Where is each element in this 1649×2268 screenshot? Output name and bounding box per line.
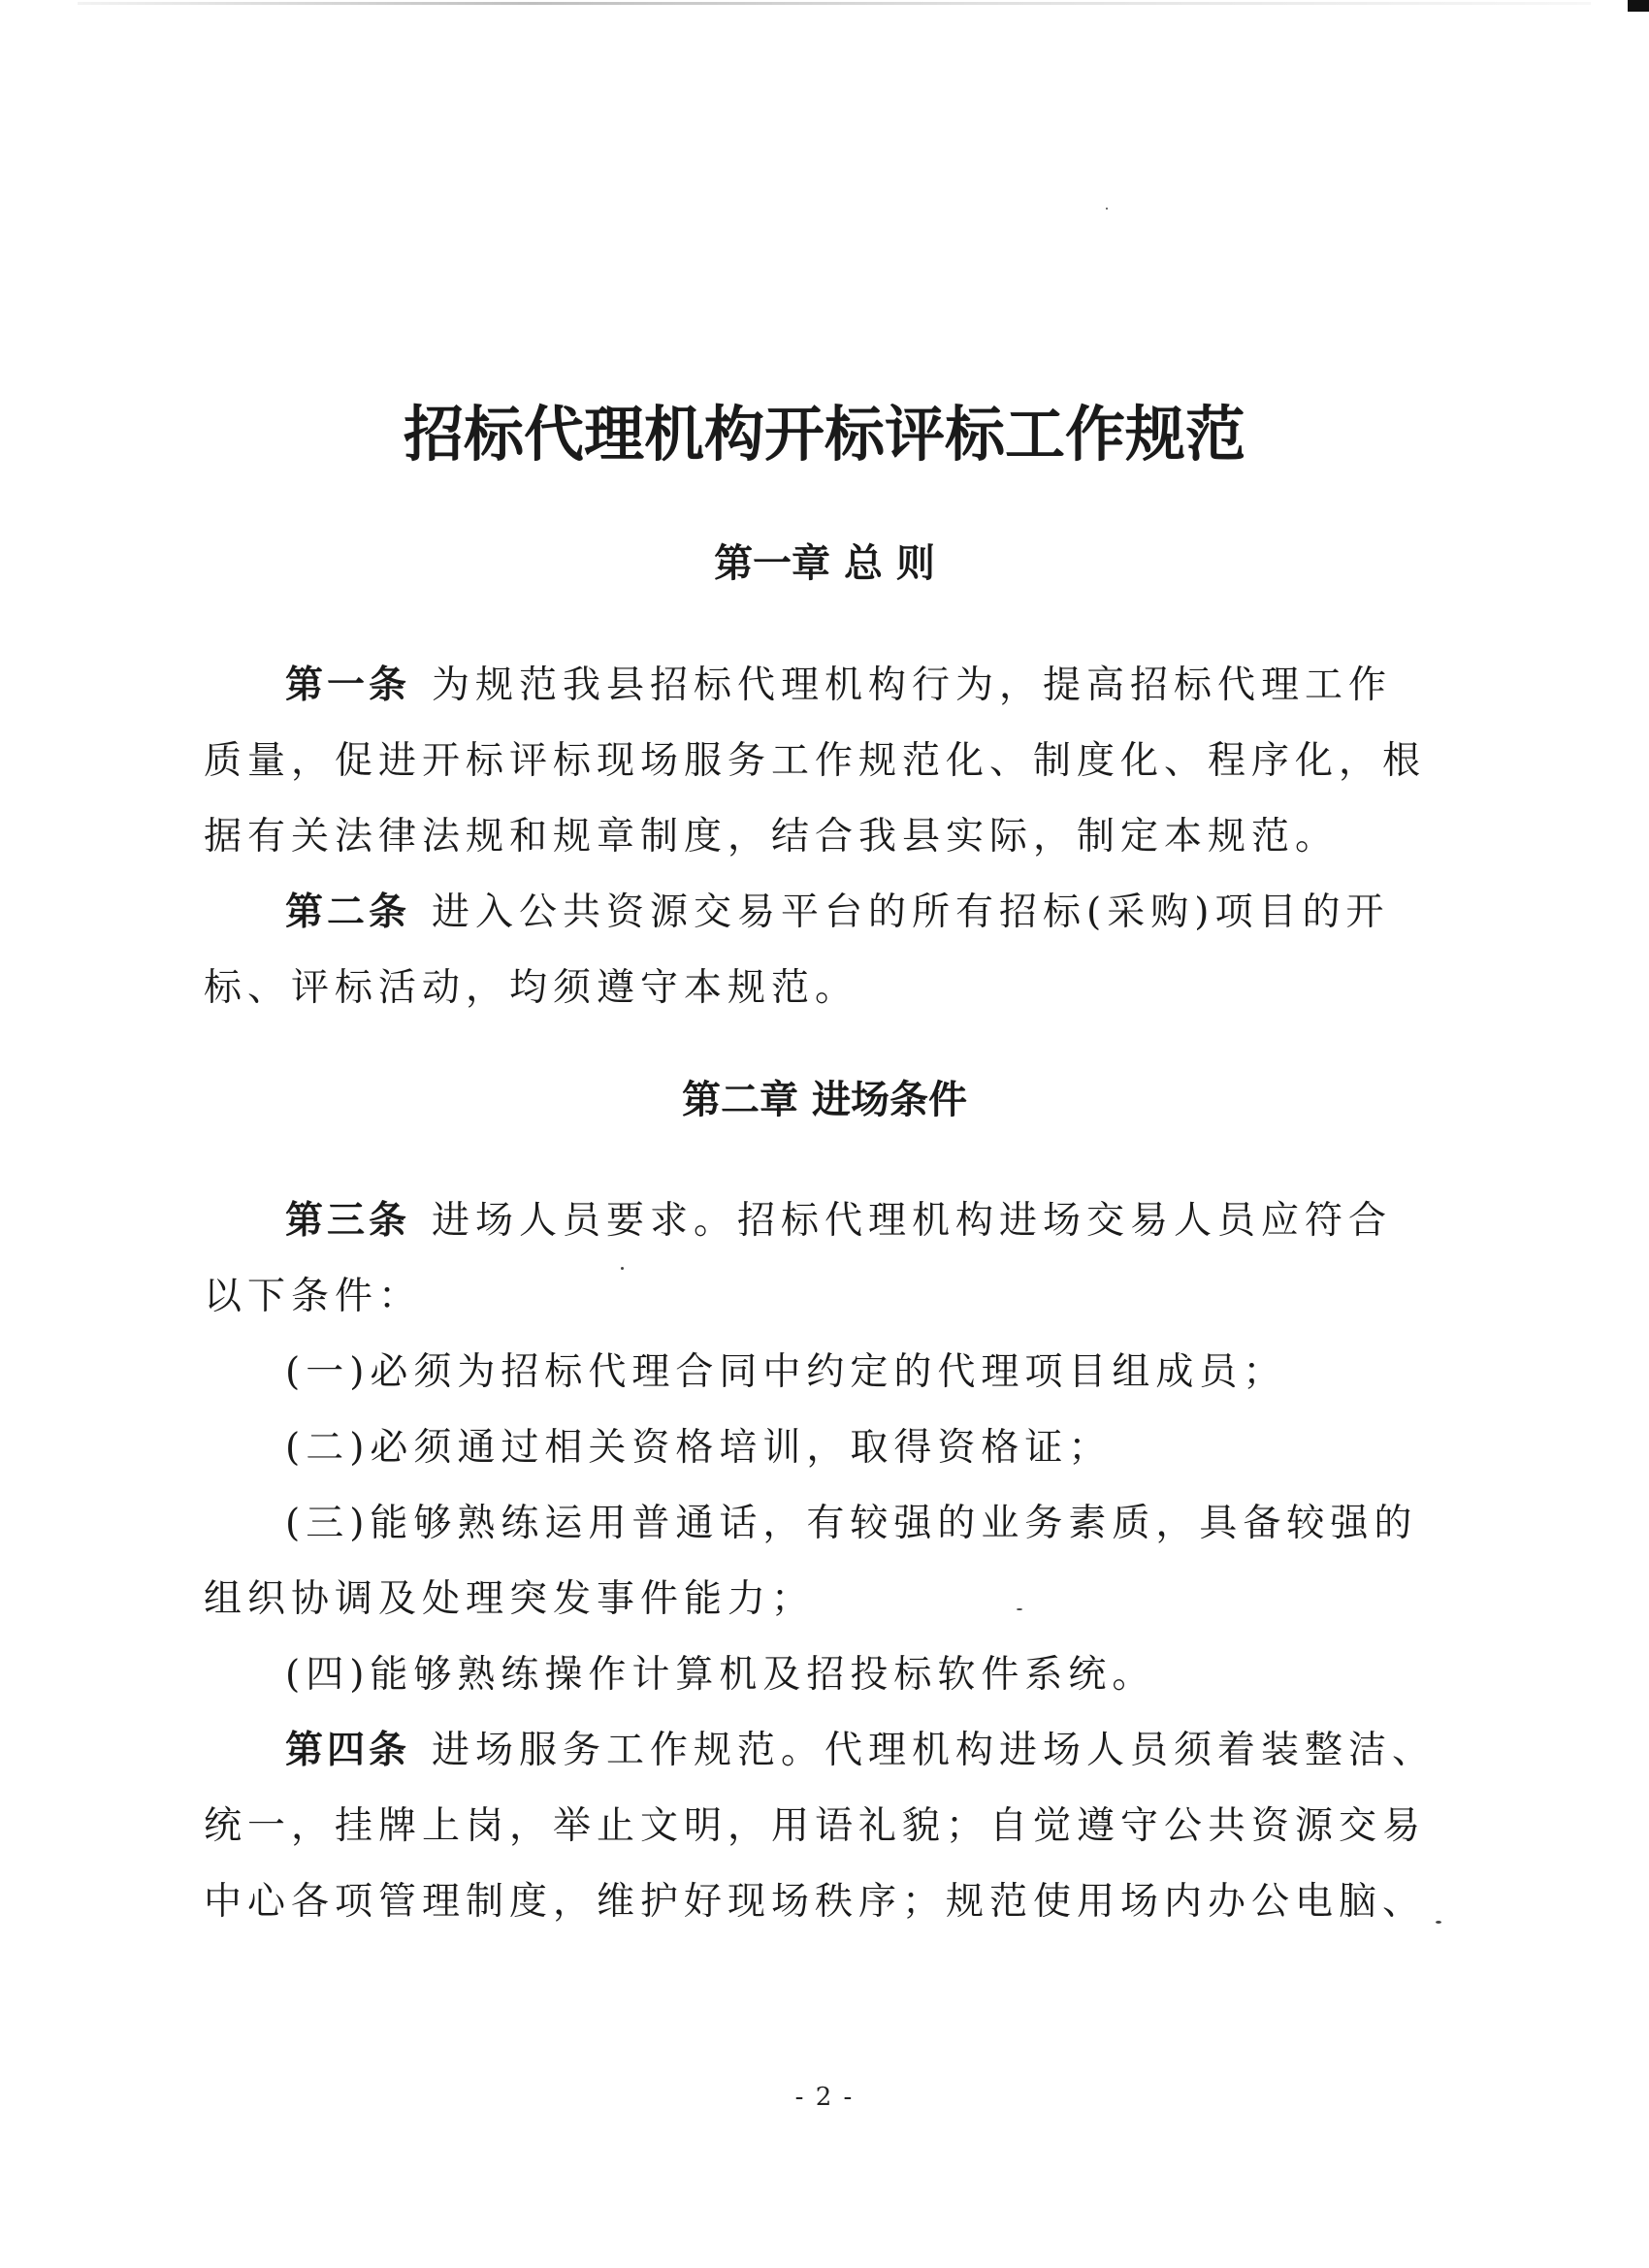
article-line: 统一，挂牌上岗，举止文明，用语礼貌；自觉遵守公共资源交易 <box>204 1804 1427 1848</box>
scan-speck <box>1436 1921 1441 1924</box>
list-item: (一)必须为招标代理合同中约定的代理项目组成员； <box>285 1350 1287 1394</box>
article-3 <box>204 1183 1418 1713</box>
scan-edge-line <box>78 2 1591 5</box>
article-text: 进场人员要求。招标代理机构进场交易人员应符合 <box>432 1199 1393 1243</box>
article-label: 第四条 <box>285 1729 411 1772</box>
list-item: (二)必须通过相关资格培训，取得资格证； <box>285 1426 1113 1470</box>
list-item: (三)能够熟练运用普通话，有较强的业务素质，具备较强的 <box>285 1502 1418 1545</box>
article-1 <box>204 648 1427 875</box>
article-line <box>204 648 1397 724</box>
scan-speck <box>1017 1608 1022 1610</box>
article-2 <box>204 875 1397 1026</box>
article-line: 据有关法律法规和规章制度，结合我县实际，制定本规范。 <box>204 815 1340 859</box>
article-text: 进入公共资源交易平台的所有招标(采购)项目的开 <box>432 891 1390 934</box>
article-label: 第三条 <box>285 1199 411 1243</box>
article-line <box>204 1183 1397 1259</box>
scan-speck <box>621 1267 624 1270</box>
article-line <box>204 1713 1437 1789</box>
article-line: 质量，促进开标评标现场服务工作规范化、制度化、程序化，根 <box>204 739 1427 783</box>
article-line: 中心各项管理制度，维护好现场秩序；规范使用场内办公电脑、 <box>204 1880 1427 1924</box>
article-line: 以下条件： <box>204 1275 423 1318</box>
list-item: (四)能够熟练操作计算机及招投标软件系统。 <box>285 1653 1156 1697</box>
article-text: 为规范我县招标代理机构行为，提高招标代理工作 <box>432 664 1393 707</box>
article-line <box>204 875 1397 951</box>
chapter-heading-2: 第二章 进场条件 <box>682 1078 967 1122</box>
scan-speck <box>1106 208 1108 210</box>
article-4 <box>204 1713 1437 1940</box>
chapter-heading-1: 第一章 总 则 <box>714 541 935 586</box>
scan-corner-mark <box>1628 0 1649 12</box>
page-number: - 2 - <box>794 2083 855 2112</box>
list-item-continuation: 组织协调及处理突发事件能力； <box>204 1577 816 1621</box>
document-title: 招标代理机构开标评标工作规范 <box>403 399 1245 470</box>
article-line: 标、评标活动，均须遵守本规范。 <box>204 966 859 1010</box>
article-text: 进场服务工作规范。代理机构进场人员须着装整洁、 <box>432 1729 1437 1772</box>
article-label: 第一条 <box>285 664 411 707</box>
article-label: 第二条 <box>285 891 411 934</box>
